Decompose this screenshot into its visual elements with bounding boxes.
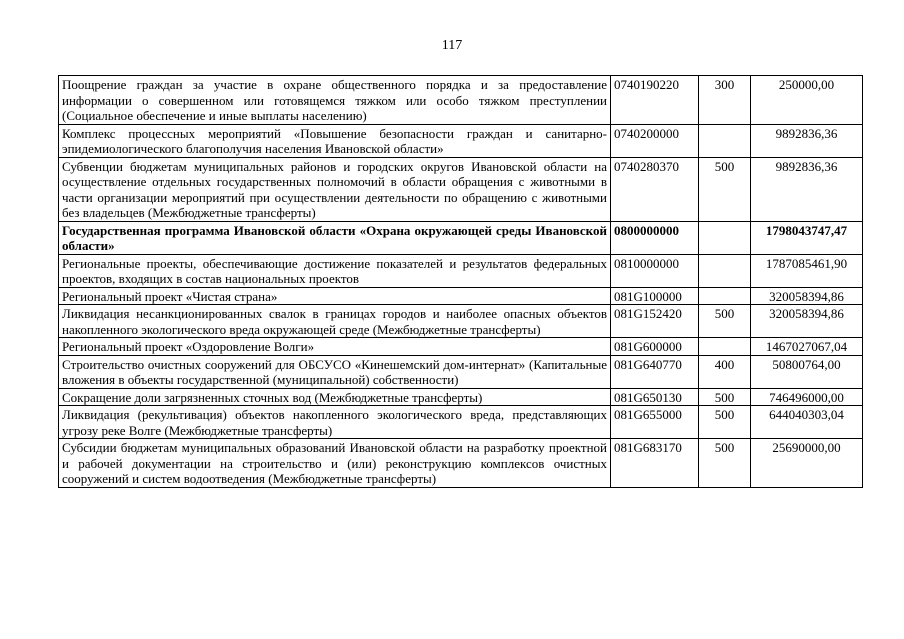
table-row	[59, 305, 863, 338]
table-row	[59, 124, 863, 157]
row-amount-cell: 25690000,00	[751, 439, 863, 488]
row-expense-type-cell	[699, 254, 751, 287]
row-amount-cell: 250000,00	[751, 76, 863, 125]
budget-table-body	[59, 76, 863, 488]
row-code-cell: 081G655000	[611, 406, 699, 439]
row-expense-type-cell: 500	[699, 439, 751, 488]
table-row	[59, 254, 863, 287]
row-amount-cell: 50800764,00	[751, 355, 863, 388]
row-code-cell: 0810000000	[611, 254, 699, 287]
row-expense-type-cell: 300	[699, 76, 751, 125]
table-row	[59, 388, 863, 406]
table-row	[59, 406, 863, 439]
row-code-cell: 0800000000	[611, 221, 699, 254]
row-code-cell: 081G640770	[611, 355, 699, 388]
row-name-cell: Сокращение доли загрязненных сточных вод (Межбюджетные трансферты)	[59, 388, 611, 406]
row-name-cell: Субсидии бюджетам муниципальных образований Ивановской области на разработку проектной и рабочей документации на строительство и (или) реконструкцию комплексов очистных сооружений и систем водоотведения (Межбюджетные трансферты)	[59, 439, 611, 488]
row-expense-type-cell	[699, 287, 751, 305]
row-amount-cell: 320058394,86	[751, 287, 863, 305]
row-name-cell: Региональный проект «Чистая страна»	[59, 287, 611, 305]
table-row	[59, 287, 863, 305]
row-amount-cell: 9892836,36	[751, 157, 863, 221]
row-amount-cell: 9892836,36	[751, 124, 863, 157]
row-expense-type-cell: 500	[699, 305, 751, 338]
row-amount-cell: 320058394,86	[751, 305, 863, 338]
row-code-cell: 081G683170	[611, 439, 699, 488]
table-row	[59, 157, 863, 221]
budget-table	[58, 75, 863, 488]
row-amount-cell: 1467027067,04	[751, 338, 863, 356]
table-row	[59, 338, 863, 356]
row-code-cell: 0740190220	[611, 76, 699, 125]
row-name-cell: Ликвидация несанкционированных свалок в границах городов и наиболее опасных объектов накопленного экологического вреда окружающей среде (Межбюджетные трансферты)	[59, 305, 611, 338]
row-name-cell: Ликвидация (рекультивация) объектов накопленного экологического вреда, представляющих угрозу реке Волге (Межбюджетные трансферты)	[59, 406, 611, 439]
row-amount-cell: 746496000,00	[751, 388, 863, 406]
row-expense-type-cell: 500	[699, 406, 751, 439]
row-expense-type-cell	[699, 221, 751, 254]
row-name-cell: Региональные проекты, обеспечивающие достижение показателей и результатов федеральных проектов, входящих в состав национальных проектов	[59, 254, 611, 287]
row-name-cell: Строительство очистных сооружений для ОБСУСО «Кинешемский дом-интернат» (Капитальные вложения в объекты государственной (муниципальной) собственности)	[59, 355, 611, 388]
row-name-cell: Государственная программа Ивановской области «Охрана окружающей среды Ивановской области»	[59, 221, 611, 254]
row-expense-type-cell	[699, 338, 751, 356]
row-name-cell: Региональный проект «Оздоровление Волги»	[59, 338, 611, 356]
row-amount-cell: 1798043747,47	[751, 221, 863, 254]
row-code-cell: 081G152420	[611, 305, 699, 338]
row-amount-cell: 644040303,04	[751, 406, 863, 439]
row-code-cell: 081G600000	[611, 338, 699, 356]
row-expense-type-cell: 500	[699, 388, 751, 406]
row-name-cell: Комплекс процессных мероприятий «Повышение безопасности граждан и санитарно-эпидемиологического благополучия населения Ивановской области»	[59, 124, 611, 157]
table-row	[59, 221, 863, 254]
page-number: 117	[441, 38, 463, 53]
row-code-cell: 081G100000	[611, 287, 699, 305]
table-row	[59, 439, 863, 488]
row-expense-type-cell: 400	[699, 355, 751, 388]
row-code-cell: 081G650130	[611, 388, 699, 406]
row-amount-cell: 1787085461,90	[751, 254, 863, 287]
row-code-cell: 0740280370	[611, 157, 699, 221]
table-row	[59, 76, 863, 125]
row-expense-type-cell: 500	[699, 157, 751, 221]
row-name-cell: Субвенции бюджетам муниципальных районов и городских округов Ивановской области на осуществление отдельных государственных полномочий в области обращения с животными в части организации мероприятий при осуществлении деятельности по обращению с животными без владельцев (Межбюджетные трансферты)	[59, 157, 611, 221]
table-row	[59, 355, 863, 388]
row-name-cell: Поощрение граждан за участие в охране общественного порядка и за предоставление информации о совершенном или готовящемся тяжком или особо тяжком преступлении (Социальное обеспечение и иные выплаты населению)	[59, 76, 611, 125]
row-code-cell: 0740200000	[611, 124, 699, 157]
row-expense-type-cell	[699, 124, 751, 157]
